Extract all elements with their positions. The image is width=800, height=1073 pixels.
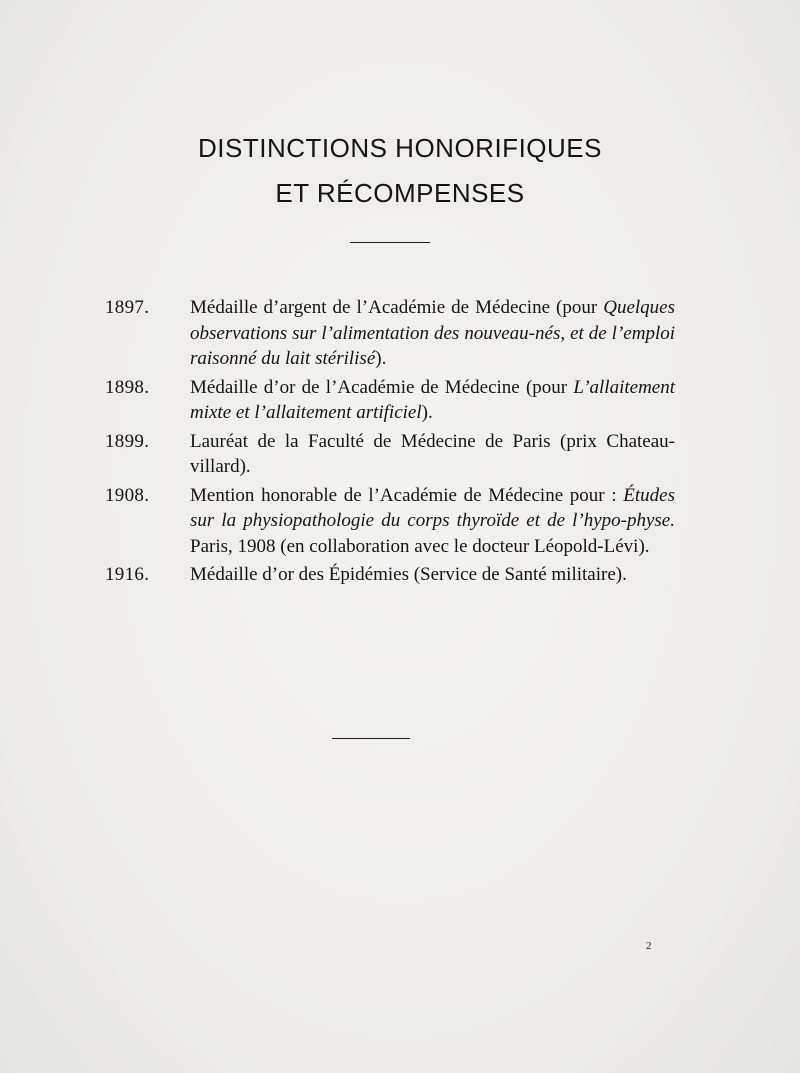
entry-text: Médaille d’argent de l’Académie de Médecine (pour Quelques observations sur l’alimentation des nouveau-nés, et de l’emploi raisonné du lait stérilisé). [190, 297, 675, 369]
entry-year: 1916. [105, 564, 150, 585]
list-item [105, 429, 675, 480]
list-item [105, 375, 675, 426]
entry-year: 1899. [105, 430, 150, 452]
list-item [105, 295, 675, 372]
list-item [105, 483, 675, 560]
entry-year: 1898. [105, 376, 150, 398]
list-item [105, 562, 675, 588]
entry-text: Mention honorable de l’Académie de Médecine pour : Études sur la physiopathologie du corps thyroïde et de l’hypo-physe. Paris, 1908 (en collaboration avec le docteur Léopold-Lévi). [190, 484, 675, 557]
entry-year: 1908. [105, 484, 150, 506]
distinctions-list [105, 295, 675, 591]
entry-year: 1897. [105, 297, 150, 318]
end-divider [332, 738, 410, 739]
page-number: 2 [646, 940, 652, 952]
title-divider [350, 242, 430, 243]
page-title-line-1: DISTINCTIONS HONORIFIQUES [198, 133, 602, 163]
page-title-line-2: ET RÉCOMPENSES [275, 178, 525, 208]
entry-text: Lauréat de la Faculté de Médecine de Paris (prix Chateau-villard). [190, 430, 675, 477]
entry-text: Médaille d’or de l’Académie de Médecine (pour L’allaitement mixte et l’allaitement artificiel). [190, 376, 675, 423]
entry-text: Médaille d’or des Épidémies (Service de Santé militaire). [190, 564, 627, 585]
